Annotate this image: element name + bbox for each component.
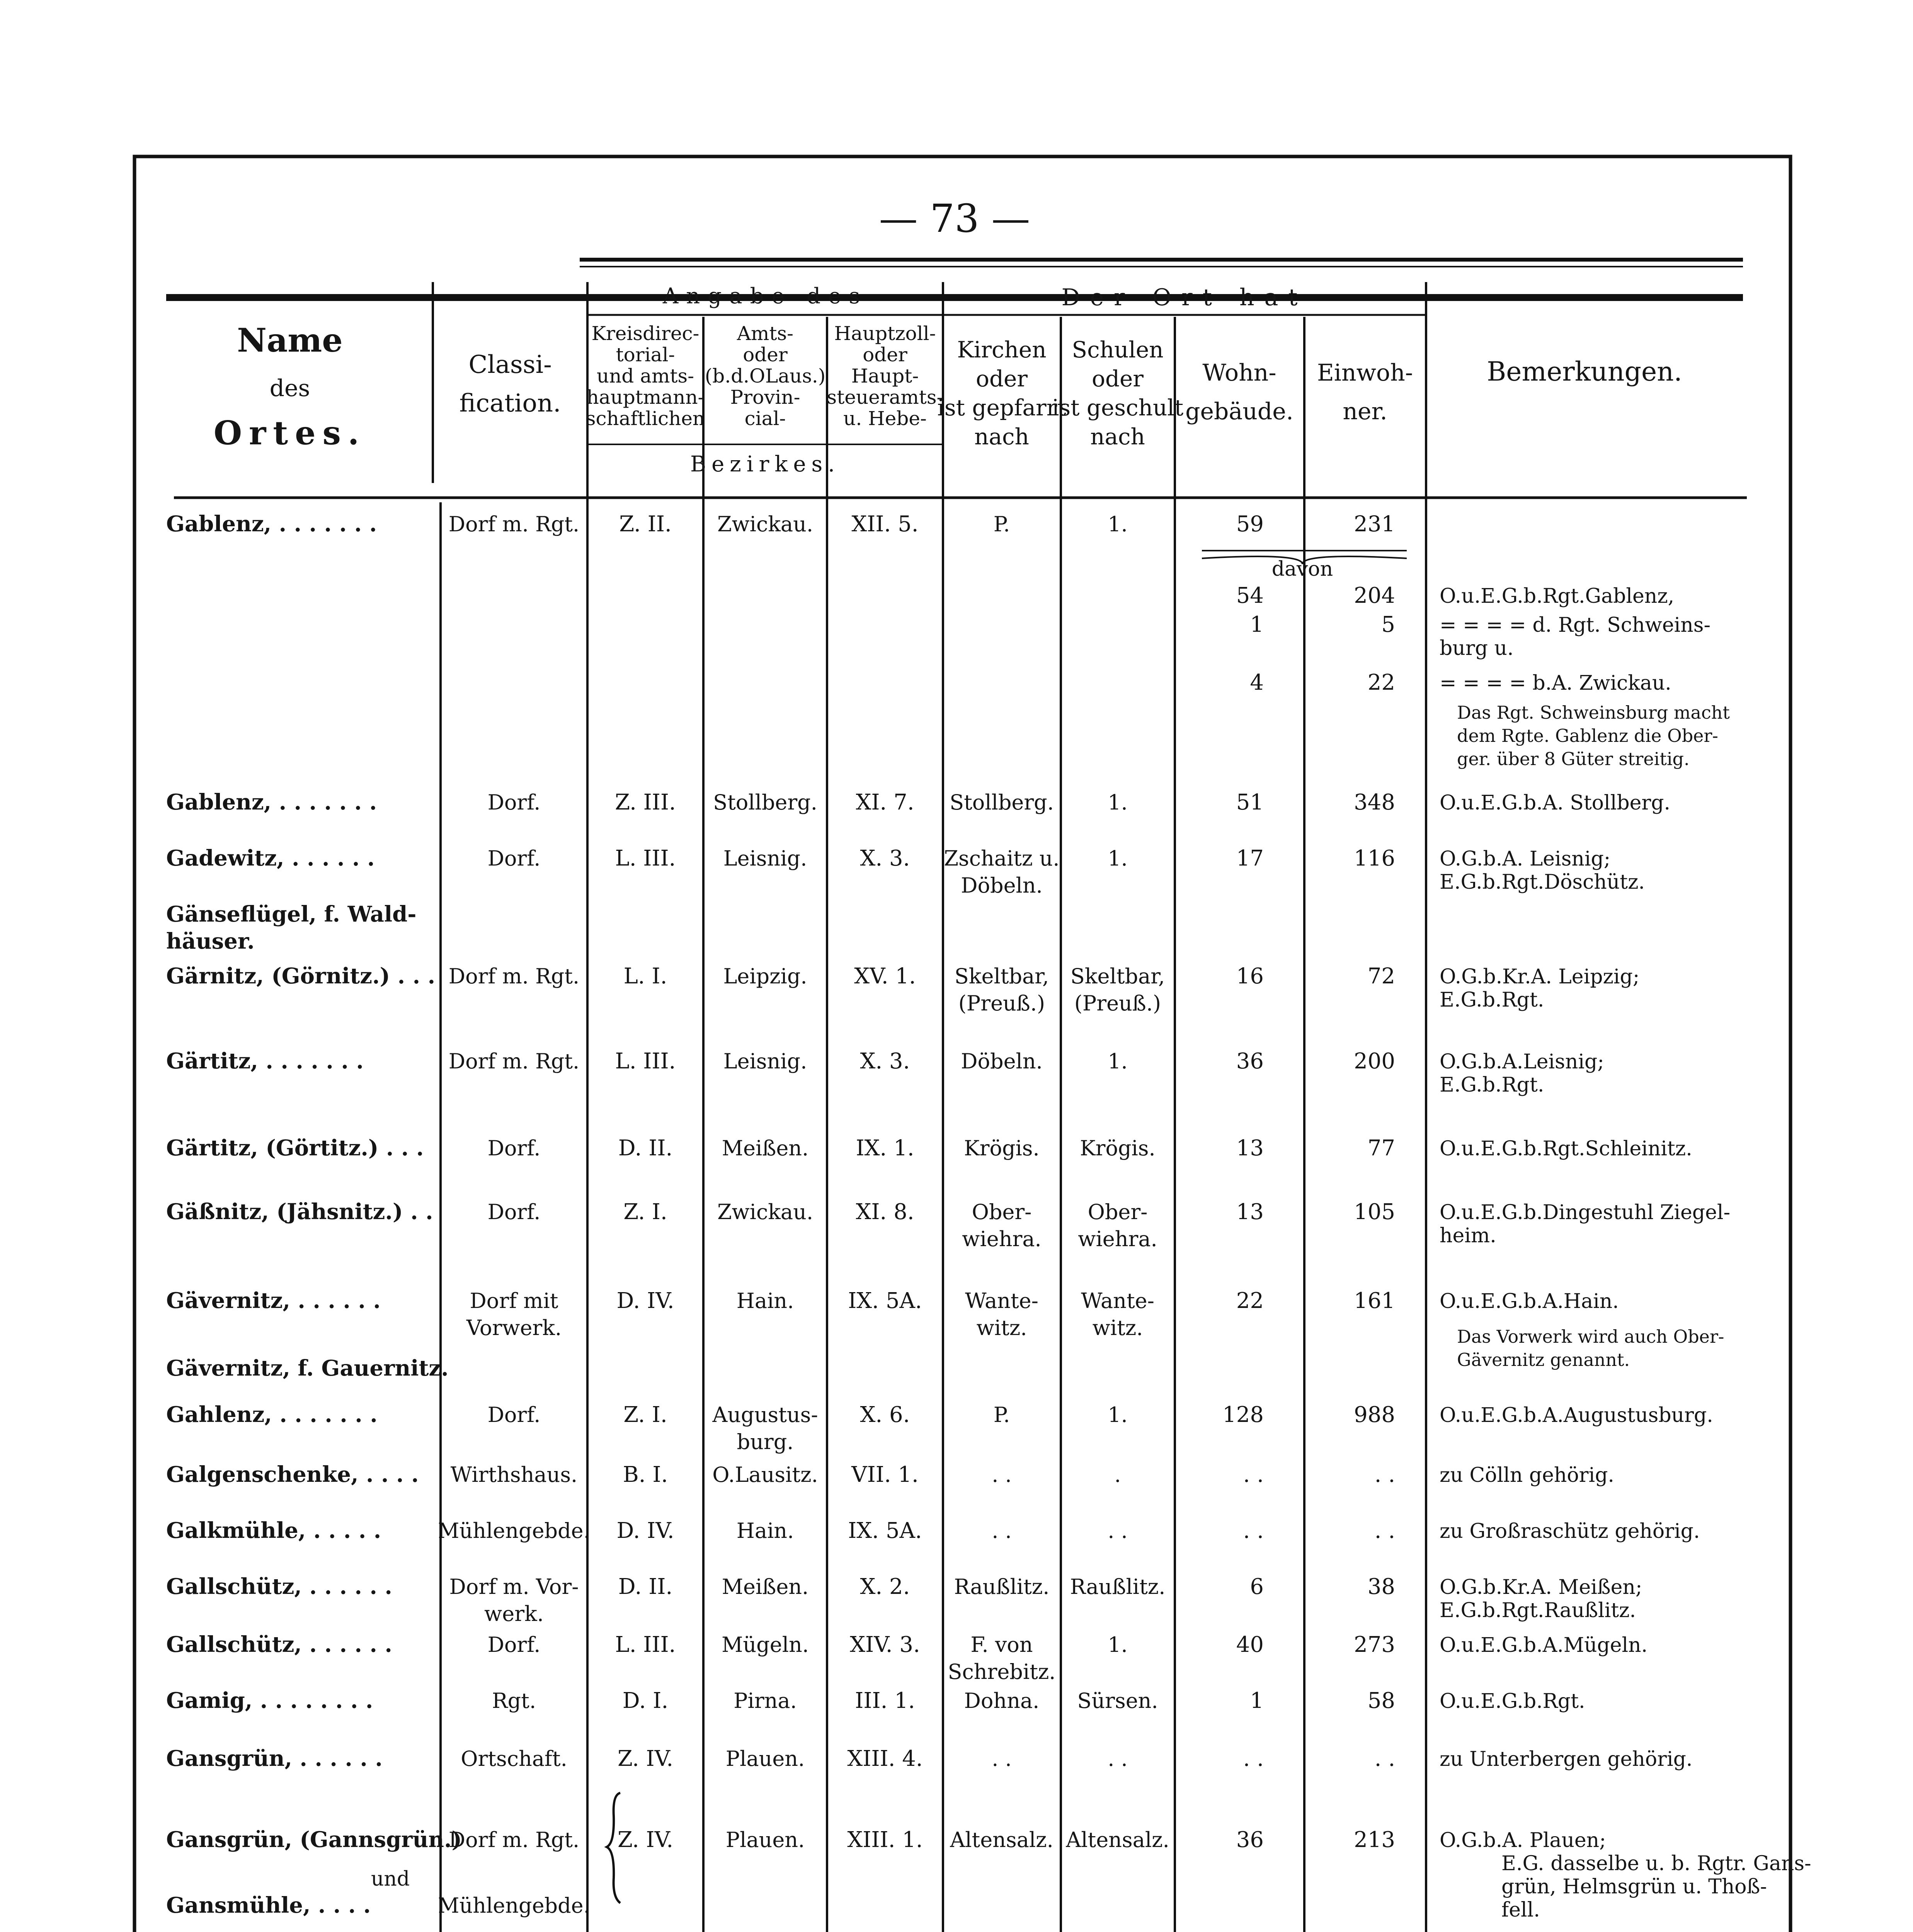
kirchen: Döbeln. bbox=[961, 1049, 1043, 1073]
place-name: Gävernitz, . . . . . . bbox=[166, 1288, 381, 1313]
svg-text:des: des bbox=[269, 375, 310, 402]
svg-text:ist gepfarrt: ist gepfarrt bbox=[937, 395, 1066, 421]
schulen: 1. bbox=[1108, 512, 1128, 536]
einwohner: 38 bbox=[1367, 1574, 1395, 1599]
davon-label: davon bbox=[1271, 558, 1333, 581]
place-name: Gävernitz, f. Gauernitz. bbox=[166, 1355, 449, 1381]
bemerkung: O.u.E.G.b.Rgt.Schleinitz. bbox=[1440, 1137, 1692, 1160]
kirchen: P. bbox=[993, 1403, 1010, 1427]
kreis-bezirk: D. IV. bbox=[616, 1288, 674, 1313]
svg-text:oder: oder bbox=[863, 344, 907, 366]
kirchen: Skeltbar, bbox=[954, 964, 1049, 988]
bemerkung: O.u.E.G.b.Rgt.Gablenz, bbox=[1440, 585, 1675, 608]
hauptzoll-bezirk: IX. 5A. bbox=[848, 1288, 922, 1313]
kreis-bezirk: Z. I. bbox=[623, 1402, 667, 1427]
wohngebaeude: 22 bbox=[1236, 1288, 1264, 1313]
place-name: Gäßnitz, (Jähsnitz.) . . bbox=[166, 1199, 433, 1225]
hauptzoll-bezirk: XIII. 1. bbox=[847, 1827, 923, 1852]
svg-text:Ortes.: Ortes. bbox=[213, 414, 366, 452]
bemerkung-note: Das Rgt. Schweinsburg macht bbox=[1457, 702, 1730, 723]
amts-bezirk: Leisnig. bbox=[723, 846, 807, 871]
kirchen-cont: Döbeln. bbox=[961, 873, 1043, 898]
schulen: Altensalz. bbox=[1066, 1828, 1169, 1852]
place-name: Gänseflügel, f. Wald- bbox=[166, 901, 417, 927]
svg-text:Classi-: Classi- bbox=[468, 350, 552, 379]
header-bezirkes: Bezirkes. bbox=[690, 452, 841, 477]
place-name: Gallschütz, . . . . . . bbox=[166, 1574, 392, 1599]
svg-text:und amts-: und amts- bbox=[596, 365, 694, 387]
einwohner: 213 bbox=[1354, 1827, 1395, 1852]
column-header-amt bbox=[705, 322, 826, 430]
amts-bezirk: Zwickau. bbox=[717, 512, 814, 536]
svg-text:Einwoh-: Einwoh- bbox=[1317, 359, 1413, 386]
page-number: — 73 — bbox=[879, 196, 1030, 241]
classification: Dorf. bbox=[487, 1200, 541, 1224]
wohngebaeude: 13 bbox=[1236, 1136, 1264, 1161]
kirchen: Altensalz. bbox=[950, 1828, 1054, 1852]
schulen-cont: wiehra. bbox=[1078, 1227, 1157, 1251]
bemerkung: E.G.b.Rgt.Döschütz. bbox=[1440, 871, 1645, 894]
amts-bezirk: Hain. bbox=[736, 1289, 794, 1313]
classification: Mühlengebde. bbox=[438, 1519, 590, 1543]
kirchen-cont: witz. bbox=[976, 1316, 1027, 1340]
svg-text:Amts-: Amts- bbox=[737, 322, 794, 345]
einwohner: . . bbox=[1374, 1746, 1395, 1771]
kreis-bezirk: L. III. bbox=[615, 1049, 676, 1074]
hauptzoll-bezirk: III. 1. bbox=[855, 1688, 915, 1713]
svg-text:Provin-: Provin- bbox=[730, 386, 800, 408]
schulen: 1. bbox=[1108, 846, 1128, 871]
column-header-haupt bbox=[827, 322, 943, 430]
classification: Dorf. bbox=[487, 1136, 541, 1160]
bemerkung: = = = = d. Rgt. Schweins- bbox=[1440, 614, 1711, 637]
einwohner: 5 bbox=[1381, 612, 1395, 637]
table-body bbox=[166, 511, 1811, 1922]
schulen: . . bbox=[1108, 1747, 1128, 1771]
header-der-ort-hat: Der Ort hat bbox=[1061, 284, 1308, 311]
schulen: 1. bbox=[1108, 790, 1128, 815]
einwohner: . . bbox=[1374, 1518, 1395, 1543]
svg-text:nach: nach bbox=[974, 423, 1029, 450]
kreis-bezirk: D. II. bbox=[618, 1136, 673, 1161]
bemerkung: zu Cölln gehörig. bbox=[1440, 1464, 1614, 1487]
einwohner: 72 bbox=[1367, 964, 1395, 989]
wohngebaeude: . . bbox=[1243, 1518, 1264, 1543]
place-name-cont: häuser. bbox=[166, 929, 255, 954]
place-name: Galkmühle, . . . . . bbox=[166, 1518, 381, 1543]
bemerkung: O.u.E.G.b.Dingestuhl Ziegel- bbox=[1440, 1201, 1731, 1224]
schulen: . . bbox=[1108, 1519, 1128, 1543]
place-name: Gärnitz, (Görnitz.) . . . bbox=[166, 963, 436, 989]
svg-text:steueramts-: steueramts- bbox=[827, 386, 943, 408]
bemerkung: grün, Helmsgrün u. Thoß- bbox=[1501, 1875, 1767, 1898]
bemerkung: O.u.E.G.b.A.Hain. bbox=[1440, 1290, 1619, 1313]
bemerkung: E.G.b.Rgt. bbox=[1440, 988, 1544, 1012]
hauptzoll-bezirk: IX. 5A. bbox=[848, 1518, 922, 1543]
column-header-einw bbox=[1317, 359, 1413, 425]
amts-bezirk-cont: burg. bbox=[737, 1430, 794, 1454]
kreis-bezirk: L. III. bbox=[615, 1632, 676, 1657]
kirchen: . . bbox=[992, 1463, 1012, 1487]
column-header-name bbox=[214, 321, 366, 452]
place-name: Gablenz, . . . . . . . bbox=[166, 511, 377, 537]
einwohner: 105 bbox=[1354, 1199, 1395, 1225]
hauptzoll-bezirk: X. 3. bbox=[860, 846, 910, 871]
column-header-kirchen bbox=[937, 337, 1066, 450]
svg-text:oder: oder bbox=[743, 344, 788, 366]
einwohner: 988 bbox=[1354, 1402, 1395, 1427]
schulen: 1. bbox=[1108, 1403, 1128, 1427]
kirchen: . . bbox=[992, 1519, 1012, 1543]
svg-text:Hauptzoll-: Hauptzoll- bbox=[834, 322, 936, 345]
classification: Dorf m. Rgt. bbox=[448, 1828, 580, 1852]
wohngebaeude: 40 bbox=[1236, 1632, 1264, 1657]
bemerkung: E.G.b.Rgt. bbox=[1440, 1073, 1544, 1097]
classification: Dorf. bbox=[487, 1633, 541, 1657]
classification: Dorf m. Rgt. bbox=[448, 512, 580, 536]
kirchen: P. bbox=[993, 512, 1010, 536]
svg-text:ner.: ner. bbox=[1343, 398, 1387, 425]
header-angabe-des: Angabe des bbox=[662, 284, 868, 309]
classification: Dorf m. Vor- bbox=[449, 1575, 579, 1599]
bemerkung-note: Gävernitz genannt. bbox=[1457, 1349, 1630, 1370]
svg-text:Haupt-: Haupt- bbox=[851, 365, 919, 387]
classification: Dorf. bbox=[487, 790, 541, 815]
kirchen: Dohna. bbox=[964, 1689, 1040, 1713]
svg-text:oder: oder bbox=[975, 366, 1028, 392]
amts-bezirk: Stollberg. bbox=[713, 790, 817, 815]
kreis-bezirk: Z. IV. bbox=[617, 1746, 674, 1771]
classification: Mühlengebde. bbox=[438, 1893, 590, 1918]
wohngebaeude: 4 bbox=[1250, 670, 1264, 695]
hauptzoll-bezirk: XV. 1. bbox=[854, 964, 916, 989]
place-name: Gablenz, . . . . . . . bbox=[166, 789, 377, 815]
classification: Dorf. bbox=[487, 846, 541, 871]
amts-bezirk: Pirna. bbox=[734, 1689, 797, 1713]
classification: Dorf. bbox=[487, 1403, 541, 1427]
wohngebaeude: 54 bbox=[1236, 583, 1264, 608]
kirchen-cont: Schrebitz. bbox=[948, 1660, 1056, 1684]
kirchen: Raußlitz. bbox=[954, 1575, 1050, 1599]
place-name: Gallschütz, . . . . . . bbox=[166, 1632, 392, 1657]
place-name: Gansgrün, (Gannsgrün.) bbox=[166, 1827, 462, 1852]
amts-bezirk: Meißen. bbox=[722, 1575, 809, 1599]
place-name-und: und bbox=[371, 1867, 410, 1891]
kreis-bezirk: L. III. bbox=[615, 846, 676, 871]
einwohner: 58 bbox=[1367, 1688, 1395, 1713]
bemerkung: zu Großraschütz gehörig. bbox=[1440, 1520, 1700, 1543]
classification: Dorf m. Rgt. bbox=[448, 964, 580, 988]
kirchen: Ober- bbox=[972, 1200, 1032, 1224]
bemerkung: O.G.b.Kr.A. Leipzig; bbox=[1440, 965, 1640, 988]
classification: Ortschaft. bbox=[461, 1747, 567, 1771]
svg-text:Wohn-: Wohn- bbox=[1202, 359, 1276, 386]
kirchen: Stollberg. bbox=[950, 790, 1054, 815]
amts-bezirk: Zwickau. bbox=[717, 1200, 814, 1224]
wohngebaeude: 16 bbox=[1236, 964, 1264, 989]
kreis-bezirk: Z. IV. bbox=[617, 1827, 674, 1852]
wohngebaeude: . . bbox=[1243, 1462, 1264, 1487]
schulen: Sürsen. bbox=[1077, 1689, 1158, 1713]
place-name: Gärtitz, (Görtitz.) . . . bbox=[166, 1135, 424, 1161]
place-name: Gansmühle, . . . . bbox=[166, 1893, 371, 1918]
kreis-bezirk: B. I. bbox=[623, 1462, 668, 1487]
hauptzoll-bezirk: XII. 5. bbox=[851, 512, 919, 537]
place-name: Galgenschenke, . . . . bbox=[166, 1462, 419, 1487]
column-header-classification bbox=[460, 350, 561, 418]
classification-cont: werk. bbox=[484, 1602, 544, 1626]
place-name: Gansgrün, . . . . . . bbox=[166, 1746, 383, 1771]
kirchen-cont: (Preuß.) bbox=[958, 991, 1045, 1015]
wohngebaeude: 59 bbox=[1236, 512, 1264, 537]
svg-text:nach: nach bbox=[1090, 423, 1145, 450]
schulen: Wante- bbox=[1081, 1289, 1154, 1313]
bemerkung: O.u.E.G.b.A. Stollberg. bbox=[1440, 791, 1671, 815]
hauptzoll-bezirk: X. 3. bbox=[860, 1049, 910, 1074]
einwohner: 116 bbox=[1354, 846, 1395, 871]
place-name: Gärtitz, . . . . . . . bbox=[166, 1048, 364, 1074]
bemerkung-note: dem Rgte. Gablenz die Ober- bbox=[1457, 725, 1718, 746]
schulen: Ober- bbox=[1088, 1200, 1148, 1224]
classification-cont: Vorwerk. bbox=[466, 1316, 562, 1340]
kreis-bezirk: D. I. bbox=[622, 1688, 669, 1713]
kirchen: Zschaitz u. bbox=[944, 846, 1060, 871]
einwohner: 200 bbox=[1354, 1049, 1395, 1074]
einwohner: 22 bbox=[1367, 670, 1395, 695]
wohngebaeude: 1 bbox=[1250, 612, 1264, 637]
kreis-bezirk: Z. II. bbox=[619, 512, 672, 537]
bemerkung: fell. bbox=[1501, 1898, 1540, 1922]
einwohner: 231 bbox=[1354, 512, 1395, 537]
kreis-bezirk: Z. I. bbox=[623, 1199, 667, 1225]
svg-text:gebäude.: gebäude. bbox=[1185, 398, 1293, 425]
wohngebaeude: . . bbox=[1243, 1746, 1264, 1771]
amts-bezirk: Plauen. bbox=[725, 1747, 805, 1771]
hauptzoll-bezirk: XI. 8. bbox=[856, 1199, 914, 1225]
schulen-cont: (Preuß.) bbox=[1074, 991, 1161, 1015]
bemerkung: O.G.b.A.Leisnig; bbox=[1440, 1050, 1604, 1073]
einwohner: . . bbox=[1374, 1462, 1395, 1487]
svg-text:Name: Name bbox=[237, 321, 343, 359]
einwohner: 161 bbox=[1354, 1288, 1395, 1313]
hauptzoll-bezirk: XIII. 4. bbox=[847, 1746, 923, 1771]
wohngebaeude: 13 bbox=[1236, 1199, 1264, 1225]
svg-text:torial-: torial- bbox=[616, 344, 675, 366]
amts-bezirk: Plauen. bbox=[725, 1828, 805, 1852]
schulen: . bbox=[1114, 1463, 1121, 1487]
schulen-cont: witz. bbox=[1092, 1316, 1143, 1340]
schulen: 1. bbox=[1108, 1049, 1128, 1073]
schulen: Skeltbar, bbox=[1070, 964, 1165, 988]
svg-text:schaftlichen: schaftlichen bbox=[585, 407, 705, 430]
wohngebaeude: 51 bbox=[1236, 790, 1264, 815]
bemerkung: zu Unterbergen gehörig. bbox=[1440, 1748, 1693, 1771]
column-header-wohn bbox=[1185, 359, 1293, 425]
hauptzoll-bezirk: XI. 7. bbox=[856, 790, 914, 815]
schulen: 1. bbox=[1108, 1633, 1128, 1657]
wohngebaeude: 6 bbox=[1250, 1574, 1264, 1599]
classification: Dorf mit bbox=[470, 1289, 558, 1313]
svg-text:ist geschult: ist geschult bbox=[1052, 395, 1184, 421]
einwohner: 77 bbox=[1367, 1136, 1395, 1161]
hauptzoll-bezirk: VII. 1. bbox=[851, 1462, 919, 1487]
kreis-bezirk: D. IV. bbox=[616, 1518, 674, 1543]
amts-bezirk: O.Lausitz. bbox=[712, 1463, 818, 1487]
column-header-schulen bbox=[1052, 337, 1183, 450]
schulen: Krögis. bbox=[1080, 1136, 1156, 1160]
svg-text:u. Hebe-: u. Hebe- bbox=[843, 407, 927, 430]
kirchen-cont: wiehra. bbox=[962, 1227, 1042, 1251]
svg-text:Kirchen: Kirchen bbox=[957, 337, 1047, 363]
svg-text:Kreisdirec-: Kreisdirec- bbox=[591, 322, 700, 345]
hauptzoll-bezirk: X. 6. bbox=[860, 1402, 910, 1427]
hauptzoll-bezirk: XIV. 3. bbox=[850, 1632, 920, 1657]
bemerkung: O.G.b.A. Leisnig; bbox=[1440, 847, 1611, 871]
wohngebaeude: 36 bbox=[1236, 1827, 1264, 1852]
amts-bezirk: Leipzig. bbox=[723, 964, 807, 988]
kreis-bezirk: Z. III. bbox=[615, 790, 676, 815]
amts-bezirk: Meißen. bbox=[722, 1136, 809, 1160]
bemerkung-note: Das Vorwerk wird auch Ober- bbox=[1457, 1326, 1724, 1347]
kirchen: . . bbox=[992, 1747, 1012, 1771]
amts-bezirk: Hain. bbox=[736, 1519, 794, 1543]
bemerkung: O.G.b.A. Plauen; bbox=[1440, 1829, 1606, 1852]
kreis-bezirk: L. I. bbox=[623, 964, 667, 989]
amts-bezirk: Mügeln. bbox=[722, 1633, 809, 1657]
wohngebaeude: 17 bbox=[1236, 846, 1264, 871]
bemerkung: E.G.b.Rgt.Raußlitz. bbox=[1440, 1599, 1636, 1622]
place-name: Gamig, . . . . . . . . bbox=[166, 1688, 373, 1713]
bemerkung: heim. bbox=[1440, 1224, 1496, 1247]
bemerkung: O.u.E.G.b.Rgt. bbox=[1440, 1690, 1585, 1713]
svg-text:(b.d.OLaus.): (b.d.OLaus.) bbox=[705, 365, 826, 387]
svg-text:fication.: fication. bbox=[459, 389, 561, 418]
wohngebaeude: 128 bbox=[1222, 1402, 1264, 1427]
bemerkung: burg u. bbox=[1440, 637, 1514, 660]
hauptzoll-bezirk: IX. 1. bbox=[856, 1136, 914, 1161]
kirchen: Krögis. bbox=[964, 1136, 1040, 1160]
wohngebaeude: 1 bbox=[1250, 1688, 1264, 1713]
svg-text:oder: oder bbox=[1091, 366, 1144, 392]
amts-bezirk: Augustus- bbox=[712, 1403, 818, 1427]
einwohner: 273 bbox=[1354, 1632, 1395, 1657]
column-rules bbox=[433, 282, 1426, 1932]
classification: Wirthshaus. bbox=[450, 1463, 578, 1487]
svg-text:Schulen: Schulen bbox=[1072, 337, 1164, 363]
bemerkung: O.u.E.G.b.A.Mügeln. bbox=[1440, 1634, 1648, 1657]
amts-bezirk: Leisnig. bbox=[723, 1049, 807, 1073]
bemerkung: O.u.E.G.b.A.Augustusburg. bbox=[1440, 1404, 1713, 1427]
svg-text:cial-: cial- bbox=[744, 407, 786, 430]
kreis-bezirk: D. II. bbox=[618, 1574, 673, 1599]
column-header-kreis bbox=[586, 322, 705, 430]
bemerkung-note: ger. über 8 Güter streitig. bbox=[1457, 748, 1690, 769]
place-name: Gadewitz, . . . . . . bbox=[166, 845, 375, 871]
schulen: Raußlitz. bbox=[1070, 1575, 1166, 1599]
bemerkung: = = = = b.A. Zwickau. bbox=[1440, 672, 1671, 695]
hauptzoll-bezirk: X. 2. bbox=[860, 1574, 910, 1599]
classification: Dorf m. Rgt. bbox=[448, 1049, 580, 1073]
wohngebaeude: 36 bbox=[1236, 1049, 1264, 1074]
bemerkung: E.G. dasselbe u. b. Rgtr. Gans- bbox=[1501, 1852, 1811, 1875]
kirchen: F. von bbox=[970, 1633, 1033, 1657]
place-name: Gahlenz, . . . . . . . bbox=[166, 1402, 378, 1427]
column-header-bemerkungen: Bemerkungen. bbox=[1487, 357, 1682, 387]
einwohner: 204 bbox=[1354, 583, 1395, 608]
kirchen: Wante- bbox=[965, 1289, 1038, 1313]
einwohner: 348 bbox=[1354, 790, 1395, 815]
bemerkung: O.G.b.Kr.A. Meißen; bbox=[1440, 1576, 1642, 1599]
classification: Rgt. bbox=[492, 1689, 536, 1713]
svg-text:hauptmann-: hauptmann- bbox=[586, 386, 705, 408]
